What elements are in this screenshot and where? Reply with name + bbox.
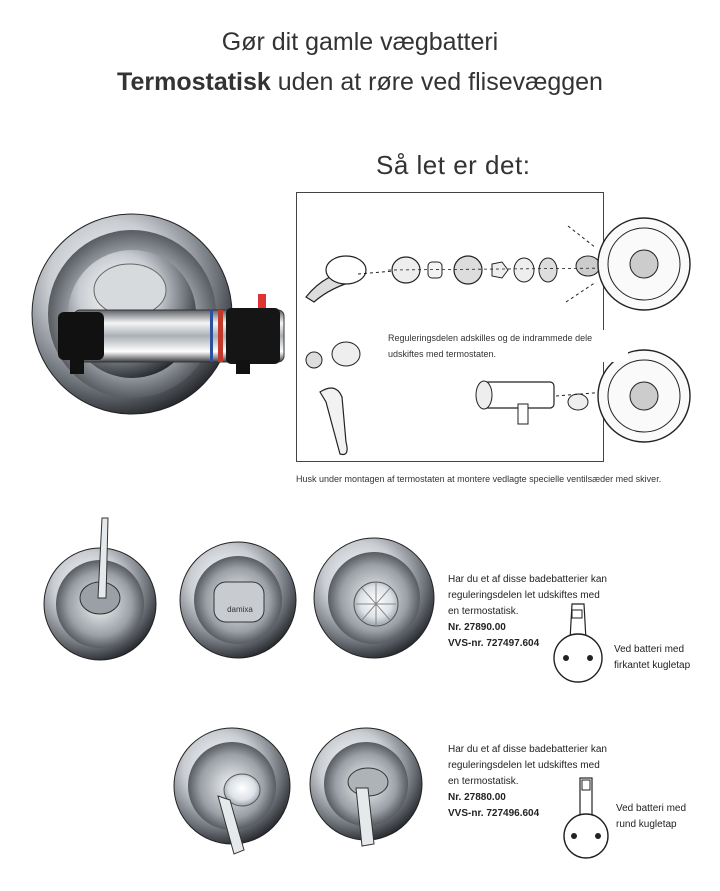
product-intro-line: Har du et af disse badebatterier kan <box>448 574 607 585</box>
spindle-label-line: firkantet kugletap <box>614 660 691 671</box>
square-ball-spindle-icon <box>552 600 612 690</box>
spindle-label-1 <box>614 642 690 674</box>
headline-line-2 <box>0 68 720 97</box>
headline-line-1: Gør dit gamle vægbatteri <box>221 28 499 56</box>
spindle-label-line: Ved batteri med <box>616 803 687 814</box>
product-intro-line: reguleringsdelen let udskiftes med <box>448 760 600 771</box>
spindle-label-line: Ved batteri med <box>614 644 685 655</box>
headline-rest: uden at røre ved flisevæggen <box>270 68 603 96</box>
subheading: Så let er det: <box>376 150 531 180</box>
damixa-brand-mark: damixa <box>227 605 253 614</box>
old-mixer-lever-2-image <box>306 718 426 858</box>
thermostat-product-image <box>30 210 290 420</box>
headline-bold-word: Termostatisk <box>117 68 271 96</box>
old-mixer-crystal-lever-image <box>168 720 298 860</box>
spindle-label-2 <box>616 801 686 833</box>
product-intro-line: reguleringsdelen let udskiftes med <box>448 590 600 601</box>
product-number: Nr. 27890.00 <box>448 622 506 633</box>
round-ball-spindle-icon <box>560 774 620 864</box>
product-intro-line: en termostatisk. <box>448 606 519 617</box>
vvs-number: VVS-nr. 727496.604 <box>448 808 540 819</box>
old-mixer-knob-image <box>178 536 298 666</box>
product-intro-line: Har du et af disse badebatterier kan <box>448 744 607 755</box>
product-intro-line: en termostatisk. <box>448 776 519 787</box>
spindle-label-line: rund kugletap <box>616 819 677 830</box>
old-mixer-crystal-knob-image <box>310 528 438 668</box>
old-mixer-lever-image <box>40 514 160 664</box>
installation-note: Husk under montagen af termostaten at montere vedlagte specielle ventilsæder med skiver. <box>296 474 662 484</box>
diagram-caption: Reguleringsdelen adskilles og de indrammede dele udskiftes med termostaten. <box>388 330 628 362</box>
vvs-number: VVS-nr. 727497.604 <box>448 638 540 649</box>
product-number: Nr. 27880.00 <box>448 792 506 803</box>
